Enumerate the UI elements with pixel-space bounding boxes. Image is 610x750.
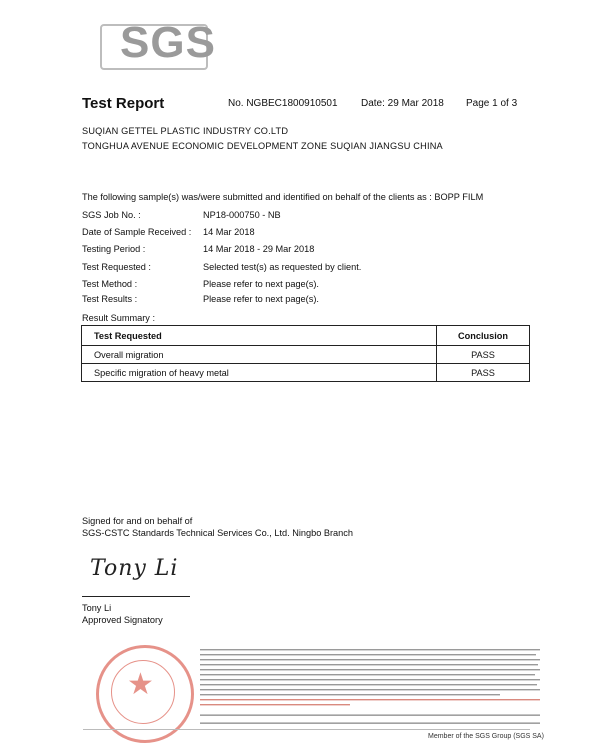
column-header-conclusion: Conclusion [437,326,530,346]
client-name: SUQIAN GETTEL PLASTIC INDUSTRY CO.LTD [82,126,289,136]
client-address: TONGHUA AVENUE ECONOMIC DEVELOPMENT ZONE SUQIAN JIANGSU CHINA [82,141,443,151]
sgs-group-membership: Member of the SGS Group (SGS SA) [428,733,544,740]
table-header-row [82,326,530,346]
detail-value: Please refer to next page(s). [203,294,319,304]
footer-divider [83,729,530,730]
detail-label: Test Results : [82,294,138,304]
table-row [82,346,530,364]
handwritten-signature: Tony Li [90,556,179,581]
column-header-test: Test Requested [82,326,437,346]
star-icon: ★ [127,668,154,701]
detail-label: Date of Sample Received : [82,227,192,237]
result-summary-table [81,325,530,382]
detail-label: Test Method : [82,279,138,289]
detail-value: 14 Mar 2018 - 29 Mar 2018 [203,244,315,254]
sgs-logo: SGS [120,18,216,67]
detail-label: Testing Period : [82,244,146,254]
test-name-cell: Overall migration [82,346,437,364]
signature-line [82,596,190,597]
issuing-organization: SGS-CSTC Standards Technical Services Co., Ltd. Ningbo Branch [82,528,353,538]
detail-label: Test Requested : [82,262,151,272]
fine-print-lines [200,647,540,711]
detail-value: Selected test(s) as requested by client. [203,262,362,272]
detail-value: NP18-000750 - NB [203,210,281,220]
detail-value: Please refer to next page(s). [203,279,319,289]
conclusion-cell: PASS [437,364,530,382]
page-indicator: Page 1 of 3 [466,98,518,109]
report-number: No. NGBEC1800910501 [228,98,338,109]
signatory-role: Approved Signatory [82,615,163,625]
detail-value: 14 Mar 2018 [203,227,255,237]
result-summary-label: Result Summary : [82,313,156,323]
detail-label: SGS Job No. : [82,210,141,220]
sample-intro: The following sample(s) was/were submitted and identified on behalf of the clients as : BOPP FILM [82,192,484,202]
signatory-name: Tony Li [82,603,112,613]
test-name-cell: Specific migration of heavy metal [82,364,437,382]
report-title: Test Report [82,95,165,112]
office-address-line [200,713,540,719]
conclusion-cell: PASS [437,346,530,364]
signed-on-behalf-text: Signed for and on behalf of [82,516,193,526]
terms-fine-print [200,647,540,713]
table-row [82,364,530,382]
office-address-line [200,721,540,727]
report-date: Date: 29 Mar 2018 [361,98,444,109]
